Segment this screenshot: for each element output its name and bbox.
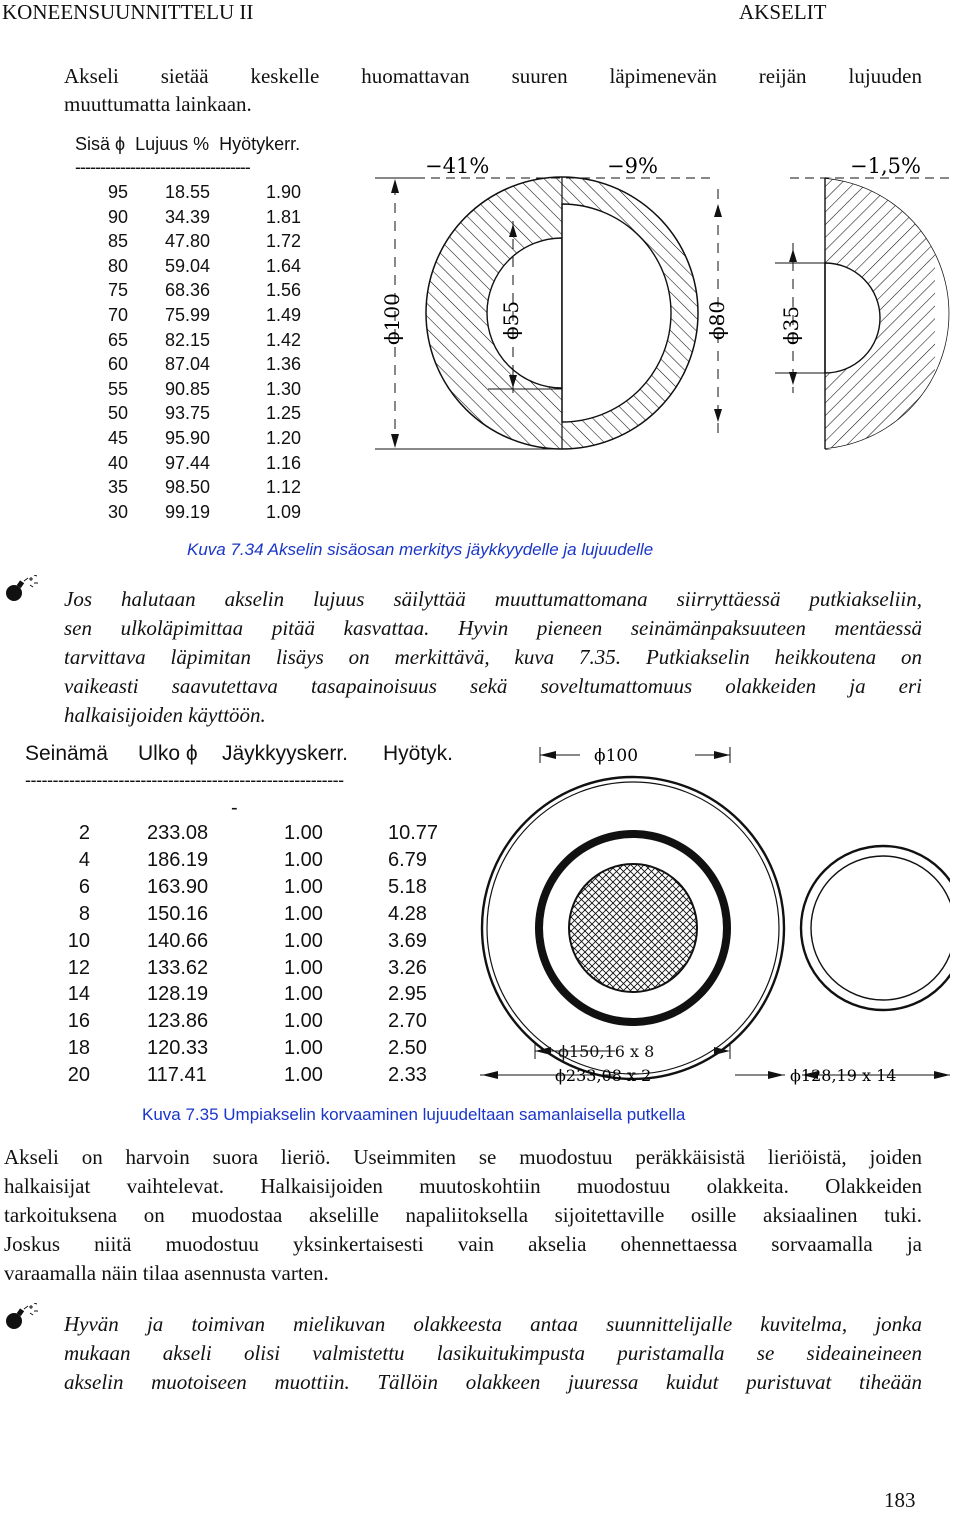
table2-cell: 10.77: [388, 822, 439, 844]
table2-cell: 128.19: [147, 983, 209, 1006]
label-9: −9%: [607, 154, 658, 178]
table2-cell: 163.90: [147, 875, 209, 898]
paragraph-2-line: sen ulkoläpimittaa pitää kasvattaa. Hyvin pieneen seinämänpaksuuteen mentäessä: [64, 616, 922, 640]
table1-cell: 75: [108, 280, 129, 301]
label-1-5: −1,5%: [850, 154, 921, 178]
label-d100: ϕ100: [380, 293, 404, 345]
table2-cell: 6.79: [388, 848, 427, 871]
header-right: AKSELIT: [739, 0, 827, 24]
table1-cell: 75.99: [165, 305, 211, 325]
table2-cell: 123.86: [147, 1010, 209, 1033]
table2-cell: 1.00: [284, 983, 323, 1006]
table2-cell: 1.00: [284, 956, 323, 979]
intro-word: reijän: [758, 64, 807, 88]
table2-cell: 133.62: [147, 956, 209, 979]
table1-cell: 1.12: [266, 477, 302, 498]
intro-line-1: [64, 64, 922, 89]
table1-cell: 1.49: [266, 305, 302, 325]
table1-cell: 95: [108, 182, 129, 202]
table2-cell: 12: [67, 956, 90, 979]
table1-cell: 87.04: [165, 354, 211, 375]
paragraph-3-line: tarkoituksena on muodostaa akselille napaliitoksella sijoitettaville osille aksiaalinen tuki.: [4, 1203, 922, 1227]
table1-cell: 1.64: [266, 255, 302, 276]
table1-cell: 60: [108, 354, 129, 375]
fig2-label-d100: ϕ100: [594, 746, 639, 766]
table1-cell: 45: [108, 428, 129, 448]
figure-7-35: [480, 735, 950, 1095]
table2-cell: 5.18: [388, 875, 427, 898]
fig2-label-233: ϕ233,08 x 2: [555, 1066, 652, 1085]
intro-word: lujuuden: [848, 64, 922, 88]
intro-word: Akseli: [64, 64, 119, 88]
intro-word: huomattavan: [361, 64, 470, 88]
table1-cell: 35: [108, 477, 129, 498]
table2-cell: 120.33: [147, 1037, 209, 1060]
table1-cell: 30: [108, 501, 129, 522]
page-number: 183: [884, 1488, 916, 1512]
table1-cell: 59.04: [165, 255, 211, 276]
header-left: KONEENSUUNNITTELU II: [2, 0, 254, 24]
table2-cell: 1.00: [284, 875, 323, 898]
table2-cell: 1.00: [284, 1010, 323, 1033]
table1-cell: 34.39: [165, 206, 211, 227]
table2-cell: 117.41: [147, 1064, 207, 1087]
table1-cell: 1.09: [266, 501, 302, 522]
table1-cell: 1.56: [266, 280, 302, 301]
table1-cell: 1.36: [266, 354, 302, 375]
paragraph-2-line: tarvittava läpimitan lisäys on merkittävä, kuva 7.35. Putkiakselin heikkoutena on: [64, 645, 922, 669]
table1-cell: 1.30: [266, 378, 302, 399]
figure-7-34-caption: Kuva 7.34 Akselin sisäosan merkitys jäykkyydelle ja lujuudelle: [187, 540, 654, 559]
table2-header-hyotyk: Hyötyk.: [383, 742, 454, 765]
table1-header: Sisä ϕ Lujuus % Hyötykerr.: [75, 134, 301, 154]
table1-cell: 1.81: [266, 206, 302, 227]
table2-cell: 1.00: [284, 1037, 323, 1060]
table2-cell: 1.00: [284, 929, 323, 952]
table1-cell: 18.55: [165, 182, 211, 202]
table1-cell: 98.50: [165, 477, 211, 498]
table1-cell: 1.20: [266, 428, 302, 448]
paragraph-4: [64, 1310, 922, 1397]
table2-cell: 2.33: [388, 1064, 427, 1087]
table1-cell: 50: [108, 403, 129, 424]
table1-cell: 85: [108, 231, 129, 252]
paragraph-3-line: halkaisijat vaihtelevat. Halkaisijoiden muutoskohtiin muodostuu olakkeita. Olakkeiden: [4, 1174, 922, 1198]
table1-cell: 93.75: [165, 403, 211, 424]
table1-cell: 1.72: [266, 231, 302, 252]
table2-cell: 1.00: [284, 1064, 323, 1087]
paragraph-4-line: mukaan akseli olisi valmistettu lasikuitukimpusta puristamalla se sideaineineen: [64, 1341, 922, 1365]
table1-cell: 1.42: [266, 329, 302, 350]
table1-cell: 40: [108, 452, 129, 473]
table1-rule: -----------------------------------: [75, 157, 250, 177]
table1-cell: 47.80: [165, 231, 211, 252]
table2-cell: 186.19: [147, 848, 209, 871]
table2-cell: 1.00: [284, 902, 323, 925]
table2-cell: 10: [67, 929, 90, 952]
table2-dash: -: [231, 797, 238, 819]
table2-cell: 14: [67, 983, 90, 1006]
figure-7-35-caption: Kuva 7.35 Umpiakselin korvaaminen lujuudeltaan samanlaisella putkella: [142, 1105, 686, 1124]
table1-cell: 90: [108, 206, 129, 227]
intro-word: suuren: [511, 64, 568, 88]
table2-cell: 16: [67, 1010, 90, 1033]
table1-cell: 97.44: [165, 452, 211, 473]
table1-cell: 82.15: [165, 329, 211, 350]
table2-cell: 4: [78, 848, 90, 871]
table1-cell: 95.90: [165, 428, 211, 448]
bomb-icon: [4, 575, 42, 603]
table2-cell: 3.69: [388, 929, 427, 952]
figure-7-34: [370, 145, 955, 480]
table1-cell: 80: [108, 255, 129, 276]
table2-cell: 1.00: [284, 848, 323, 871]
table2-cell: 3.26: [388, 956, 427, 979]
table2-cell: 2.95: [388, 983, 427, 1006]
table1-cell: 1.90: [266, 182, 302, 202]
table2-cell: 140.66: [147, 929, 209, 952]
table1-cell: 68.36: [165, 280, 211, 301]
table1-cell: 65: [108, 329, 129, 350]
table2-rule: ----------------------------------------------------------: [25, 770, 344, 790]
table1-cell: 90.85: [165, 378, 211, 399]
table2-cell: 6: [78, 875, 90, 898]
table2-cell: 233.08: [147, 822, 209, 844]
paragraph-3-line: Joskus niitä muodostuu yksinkertaisesti vain akselia ohennettaessa sorvaamalla ja: [4, 1232, 922, 1256]
table2-cell: 20: [67, 1064, 90, 1087]
intro-word: sietää: [160, 64, 209, 88]
label-d35: ϕ35: [779, 305, 803, 345]
solid-shaft-100: [569, 864, 697, 992]
table2-cell: 1.00: [284, 822, 323, 844]
paragraph-4-line: akselin muotoiseen muottiin. Tällöin olakkeen juuressa kuidut puristuvat tiheään: [64, 1370, 922, 1394]
paragraph-2-line: vaikeasti saavutettava tasapainoisuus sekä soveltumattomuus olakkeiden ja eri: [64, 674, 922, 698]
paragraph-3: [4, 1143, 922, 1288]
fig2-label-150: ϕ150,16 x 8: [558, 1042, 655, 1061]
table2-cell: 2.70: [388, 1010, 427, 1033]
fig2-label-128: ϕ128,19 x 14: [790, 1066, 897, 1085]
paragraph-2-line: Jos halutaan akselin lujuus säilyttää muuttumattomana siirryttäessä putkiakseliin,: [64, 587, 922, 611]
table1-cell: 1.16: [266, 452, 302, 473]
table2-cell: 8: [78, 902, 90, 925]
table2-header-jaykkyys: Jäykkyyskerr.: [222, 742, 349, 765]
table2-header-seinama: Seinämä: [25, 742, 108, 765]
label-41: −41%: [425, 154, 490, 178]
intro-line-2: muuttumatta lainkaan.: [64, 92, 252, 116]
paragraph-3-line: varaamalla näin tilaa asennusta varten.: [4, 1261, 329, 1285]
label-d55: ϕ55: [499, 300, 523, 340]
label-d80: ϕ80: [705, 300, 729, 340]
paragraph-4-line: Hyvän ja toimivan mielikuvan olakkeesta antaa suunnittelijalle kuvitelma, jonka: [64, 1312, 922, 1336]
table2-header-ulko: Ulko ϕ: [138, 742, 198, 765]
table2-cell: 18: [67, 1037, 90, 1060]
table2-cell: 2: [78, 822, 90, 844]
paragraph-2: [64, 585, 922, 730]
table1-cell: 1.25: [266, 403, 302, 424]
table1-cell: 70: [108, 305, 129, 325]
intro-word: keskelle: [250, 64, 320, 88]
table2-cell: 4.28: [388, 902, 427, 925]
intro-word: läpimenevän: [609, 64, 717, 88]
paragraph-3-line: Akseli on harvoin suora lieriö. Useimmiten se muodostuu peräkkäisistä lieriöistä, joiden: [4, 1145, 922, 1169]
paragraph-2-line: halkaisijoiden käyttöön.: [64, 703, 266, 727]
table2-cell: 150.16: [147, 902, 209, 925]
table1-cell: 55: [108, 378, 129, 399]
table2-cell: 2.50: [388, 1037, 427, 1060]
table1-cell: 99.19: [165, 501, 211, 522]
bomb-icon: [4, 1303, 42, 1331]
